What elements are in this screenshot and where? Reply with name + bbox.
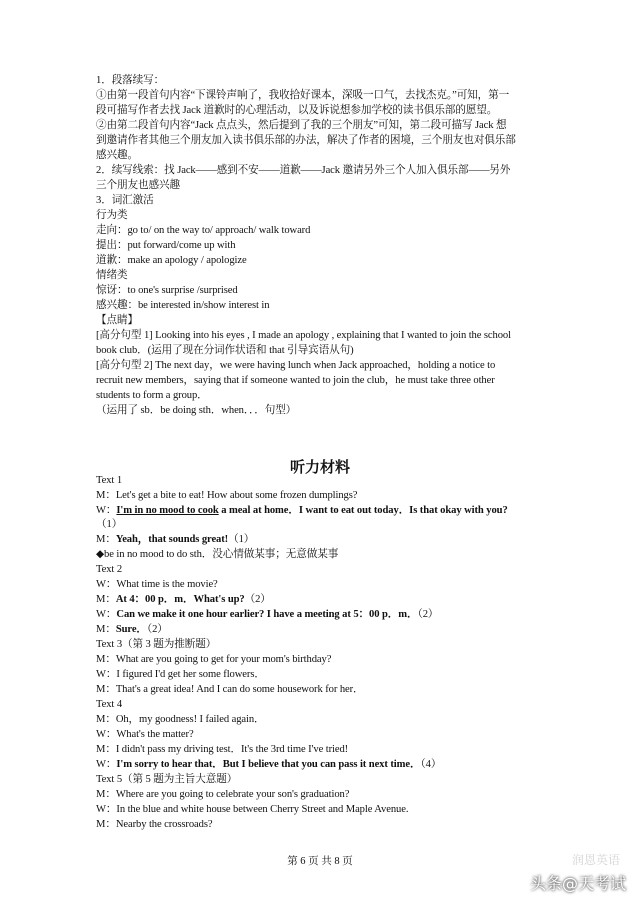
dialogue-line: W：What time is the movie? — [96, 579, 218, 590]
bold-text: I'm sorry to hear that．But I believe that you can pass it next time． — [116, 759, 421, 770]
text-line: ②由第二段首句内容“Jack 点点头，然后提到了我的三个朋友”可知，第二段可描写 Jack 想 — [96, 120, 507, 131]
dialogue-line — [96, 608, 556, 622]
section-heading-paragraph-writing: 1．段落续写： — [96, 75, 165, 86]
vocab-line: 提出：put forward/come up with — [96, 240, 236, 251]
watermark — [529, 853, 626, 894]
bold-text: Yeah，that sounds great! — [115, 534, 229, 545]
category-label: 行为类 — [96, 210, 128, 221]
section-heading-vocabulary: 3．词汇激活 — [96, 195, 154, 206]
page-number: 第 6 页 共 8 页 — [287, 856, 353, 867]
category-label: 情绪类 — [96, 270, 128, 281]
vocab-line: 走向：go to/ on the way to/ approach/ walk toward — [96, 225, 311, 236]
text-label: Text 4 — [96, 699, 123, 710]
dialogue-line: M：That's a great idea! And I can do some housework for her． — [96, 684, 364, 695]
question-ref: （2） — [244, 594, 271, 605]
speaker: M： — [96, 534, 116, 545]
section-heading-highlights: 【点睛】 — [96, 315, 138, 326]
question-ref: （4） — [420, 759, 442, 770]
question-ref: （2） — [417, 609, 439, 620]
dialogue-line — [96, 533, 556, 547]
speaker: M： — [96, 594, 116, 605]
bold-text: Sure． — [115, 624, 147, 635]
dialogue-line: M：What are you going to get for your mom's birthday? — [96, 654, 332, 665]
text-line: [高分句型 1] Looking into his eyes , I made an apology , explaining that I wanted to join the school — [96, 330, 511, 341]
speaker: W： — [96, 609, 117, 620]
dialogue-line: M：Where are you going to celebrate your son's graduation? — [96, 789, 350, 800]
vocab-line: 道歉：make an apology / apologize — [96, 255, 247, 266]
text-line: book club．(运用了现在分词作状语和 that 引导宾语从句) — [96, 345, 354, 356]
text-line: 到邀请作者其他三个朋友加入读书俱乐部的办法，解决了作者的困境，三个朋友也对俱乐部 — [96, 135, 516, 146]
question-ref: （2） — [146, 624, 168, 635]
bold-text: Can we make it one hour earlier? I have a meeting at 5：00 p．m． — [116, 609, 418, 620]
text-label: Text 3（第 3 题为推断题） — [96, 639, 217, 650]
question-ref: （1） — [96, 519, 123, 530]
text-line: ①由第一段首句内容“下课铃声响了，我收拾好课本，深吸一口气，去找杰克。”可知，第一 — [96, 90, 510, 101]
text-line: [高分句型 2] The next day，we were having lunch when Jack approached，holding a notice to — [96, 360, 496, 371]
speaker: W： — [96, 505, 117, 516]
text-label: Text 5（第 5 题为主旨大意题） — [96, 774, 238, 785]
dialogue-line — [96, 623, 556, 637]
text-line: students to form a group． — [96, 390, 208, 401]
vocab-line: 感兴趣：be interested in/show interest in — [96, 300, 270, 311]
question-ref: （1） — [228, 534, 255, 545]
dialogue-line: W：In the blue and white house between Cherry Street and Maple Avenue. — [96, 804, 409, 815]
watermark-text: 头条@天考试 — [529, 874, 626, 893]
bold-text: a meal at home．I want to eat out today．Is that okay with you? — [218, 505, 508, 516]
speaker: M： — [96, 624, 116, 635]
text-line: 感兴趣。 — [96, 150, 138, 161]
text-label: Text 1 — [96, 475, 123, 486]
dialogue-line: M：I didn't pass my driving test．It's the 3rd time I've tried! — [96, 744, 349, 755]
text-line: 段可描写作者去找 Jack 道歉时的心理活动，以及诉说想参加学校的读书俱乐部的愿望。 — [96, 105, 498, 116]
text-label: Text 2 — [96, 564, 123, 575]
text-line: 三个朋友也感兴趣 — [96, 180, 180, 191]
text-line: （运用了 sb．be doing sth．when．．．句型） — [96, 405, 297, 416]
note-line: ◆be in no mood to do sth．没心情做某事；无意做某事 — [96, 549, 339, 560]
dialogue-line: M：Nearby the crossroads? — [96, 819, 213, 830]
watermark-faint-text: 润恩英语 — [571, 853, 620, 867]
underlined-phrase: I'm in no mood to cook — [116, 505, 219, 516]
listening-title: 听力材料 — [289, 458, 350, 476]
bold-text: At 4：00 p．m．What's up? — [115, 594, 245, 605]
dialogue-line: W：I figured I'd get her some flowers． — [96, 669, 265, 680]
section-heading-writing-clues: 2．续写线索：找 Jack——感到不安——道歉——Jack 邀请另外三个人加入俱乐部——另外 — [96, 165, 511, 176]
vocab-line: 惊讶：to one's surprise /surprised — [96, 285, 238, 296]
dialogue-line: M：Oh，my goodness! I failed again． — [96, 714, 265, 725]
speaker: W： — [96, 759, 117, 770]
dialogue-line: M：Let's get a bite to eat! How about some frozen dumplings? — [96, 490, 358, 501]
text-line: recruit new members，saying that if someone wanted to join the club，he must take three other — [96, 375, 495, 386]
dialogue-line: W：What's the matter? — [96, 729, 194, 740]
dialogue-line — [96, 504, 556, 518]
dialogue-line — [96, 593, 556, 607]
dialogue-line — [96, 758, 556, 772]
